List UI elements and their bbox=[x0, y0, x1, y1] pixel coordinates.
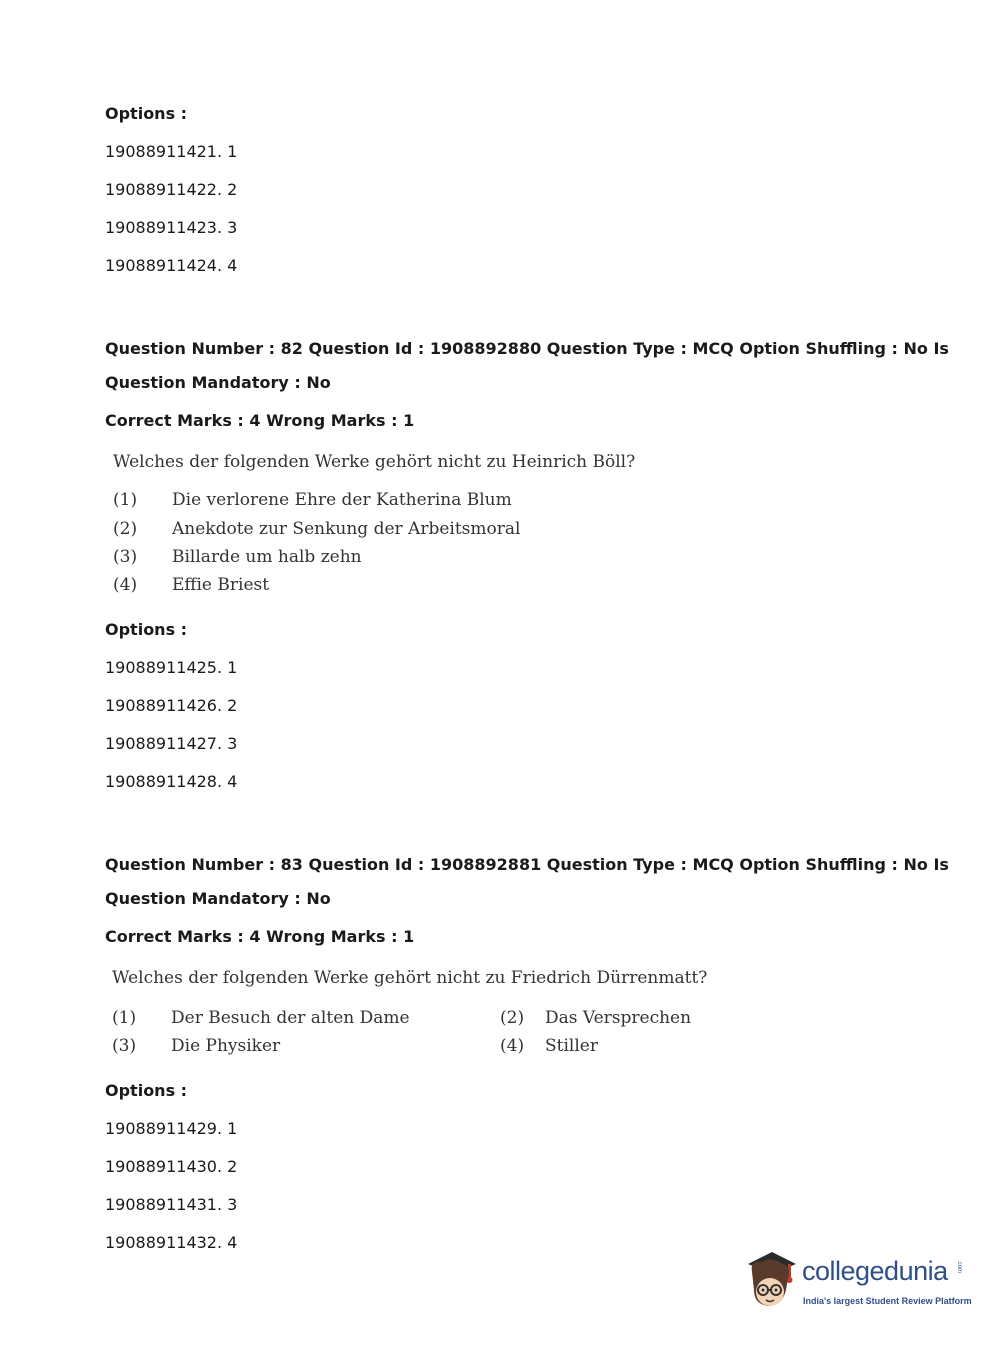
option-item: 19088911429. 1 bbox=[105, 1119, 238, 1138]
option-item: 19088911424. 4 bbox=[105, 256, 238, 275]
mascot-icon bbox=[742, 1250, 802, 1314]
option-item: 19088911423. 3 bbox=[105, 218, 238, 237]
logo-tagline: India's largest Student Review Platform bbox=[803, 1296, 972, 1306]
choice-number: (1) bbox=[113, 490, 138, 510]
choice-text: Billarde um halb zehn bbox=[172, 547, 362, 567]
option-item: 19088911427. 3 bbox=[105, 734, 238, 753]
choice-number: (3) bbox=[112, 1036, 137, 1056]
option-item: 19088911425. 1 bbox=[105, 658, 238, 677]
question-header: Question Number : 83 Question Id : 1908892881 Question Type : MCQ Option Shuffling : No Is bbox=[105, 855, 949, 874]
choice-text: Anekdote zur Senkung der Arbeitsmoral bbox=[172, 519, 521, 539]
question-text: Welches der folgenden Werke gehört nicht zu Friedrich Dürrenmatt? bbox=[112, 968, 708, 988]
options-label: Options : bbox=[105, 104, 188, 123]
choice-number: (2) bbox=[113, 519, 138, 539]
option-item: 19088911431. 3 bbox=[105, 1195, 238, 1214]
choice-number: (4) bbox=[500, 1036, 525, 1056]
choice-number: (3) bbox=[113, 547, 138, 567]
choice-text: Die Physiker bbox=[171, 1036, 281, 1056]
choice-number: (4) bbox=[113, 575, 138, 595]
choice-text: Effie Briest bbox=[172, 575, 270, 595]
question-text: Welches der folgenden Werke gehört nicht zu Heinrich Böll? bbox=[113, 452, 636, 472]
question-mandatory: Question Mandatory : No bbox=[105, 889, 331, 908]
question-marks: Correct Marks : 4 Wrong Marks : 1 bbox=[105, 927, 415, 946]
question-mandatory: Question Mandatory : No bbox=[105, 373, 331, 392]
choice-number: (1) bbox=[112, 1008, 137, 1028]
option-item: 19088911430. 2 bbox=[105, 1157, 238, 1176]
choice-text: Die verlorene Ehre der Katherina Blum bbox=[172, 490, 512, 510]
option-item: 19088911426. 2 bbox=[105, 696, 238, 715]
question-header: Question Number : 82 Question Id : 1908892880 Question Type : MCQ Option Shuffling : No Is bbox=[105, 339, 949, 358]
choice-text: Das Versprechen bbox=[545, 1008, 692, 1028]
logo-suffix: .com bbox=[956, 1260, 962, 1274]
option-item: 19088911432. 4 bbox=[105, 1233, 238, 1252]
collegedunia-logo[interactable] bbox=[742, 1250, 972, 1314]
options-label: Options : bbox=[105, 1081, 188, 1100]
question-marks: Correct Marks : 4 Wrong Marks : 1 bbox=[105, 411, 415, 430]
option-item: 19088911428. 4 bbox=[105, 772, 238, 791]
options-label: Options : bbox=[105, 620, 188, 639]
option-item: 19088911422. 2 bbox=[105, 180, 238, 199]
choice-text: Stiller bbox=[545, 1036, 598, 1056]
option-item: 19088911421. 1 bbox=[105, 142, 238, 161]
choice-text: Der Besuch der alten Dame bbox=[171, 1008, 410, 1028]
choice-number: (2) bbox=[500, 1008, 525, 1028]
logo-wordmark: collegedunia bbox=[802, 1256, 948, 1286]
